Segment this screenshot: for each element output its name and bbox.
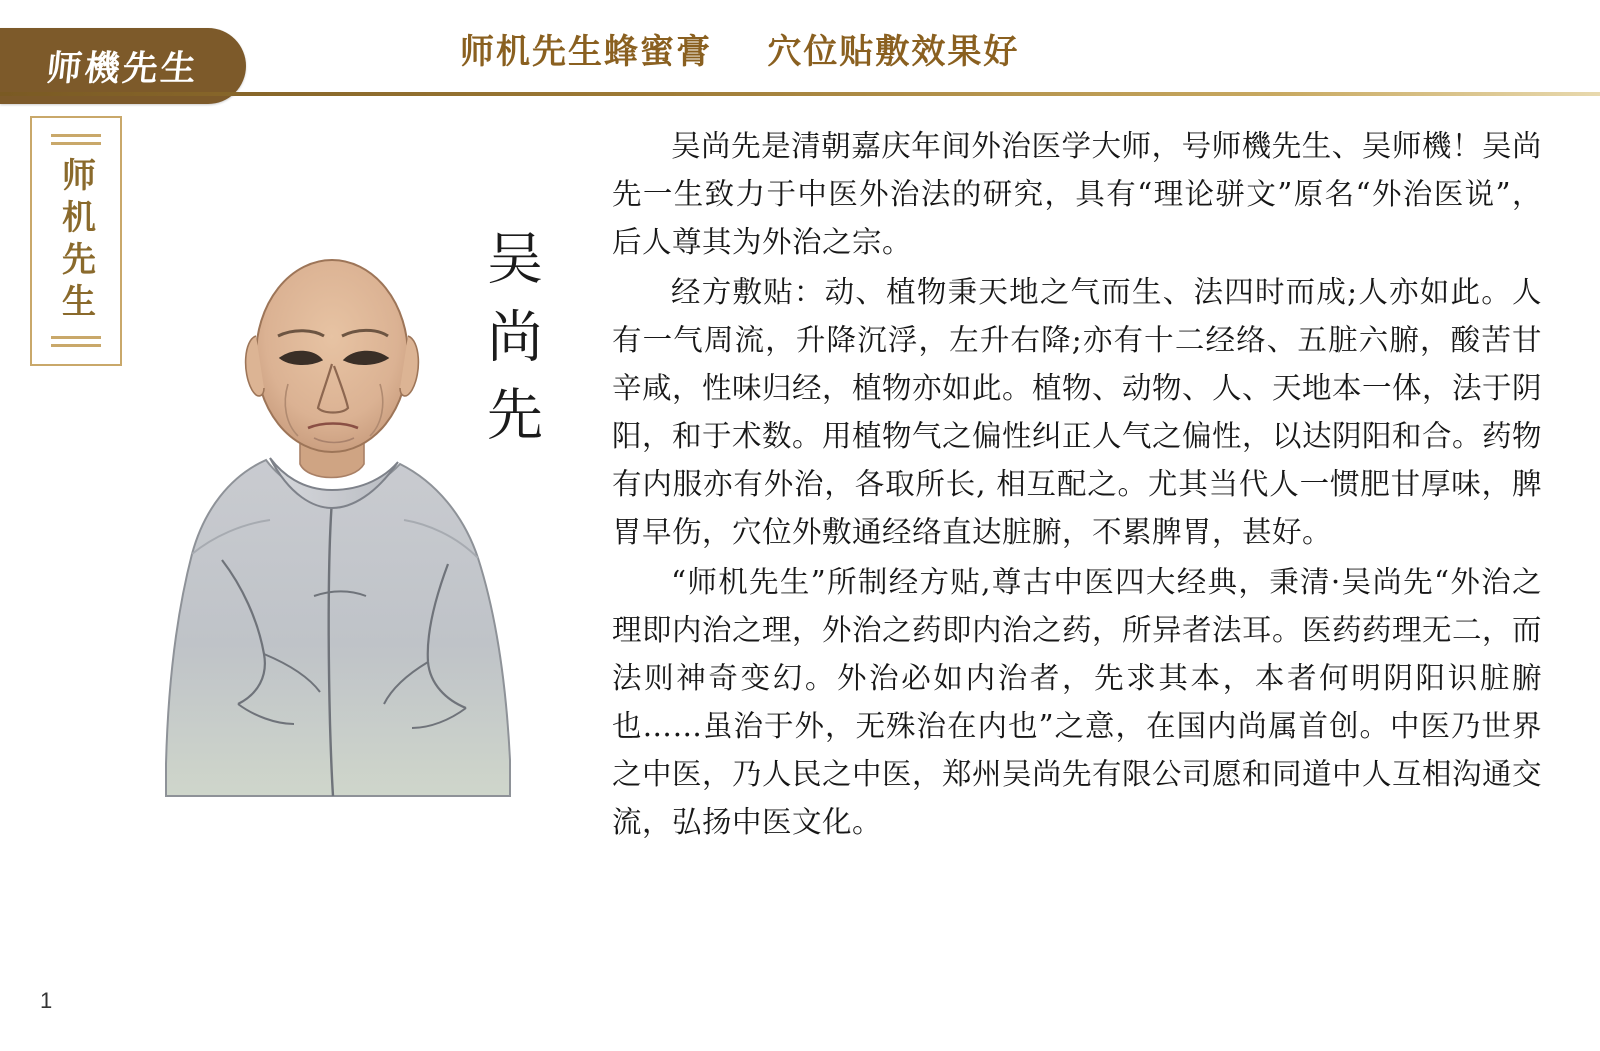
name-plaque — [30, 116, 122, 366]
paragraph-1: 吴尚先是清朝嘉庆年间外治医学大师，号师機先生、吴师機！吴尚先一生致力于中医外治法的研究，具有“理论骈文”原名“外治医说”，后人尊其为外治之宗。 — [612, 129, 1542, 259]
brand-label: 师機先生 — [44, 48, 201, 89]
plaque-label: 师机先生 — [55, 157, 96, 325]
robe-shape — [166, 460, 510, 796]
left-column — [0, 104, 600, 1051]
paragraph-2: 经方敷贴：动、植物秉天地之气而生、法四时而成;人亦如此。人有一气周流，升降沉浮，左升右降;亦有十二经络、五脏六腑，酸苦甘辛咸，性味归经，植物亦如此。植物、动物、人、天地本一体，法于阴阳，和于术数。用植物气之偏性纠正人气之偏性，以达阴阳和合。药物有内服亦有外治，各取所长, 相互配之。尤其当代人一惯肥甘厚味，脾胃早伤，穴位外敷通经络直达脏腑，不累脾胃，甚好。 — [612, 275, 1543, 549]
page-number: 1 — [40, 988, 53, 1013]
ornament-top-icon — [45, 131, 107, 149]
page-title: 师机先生蜂蜜膏 穴位贴敷效果好 — [460, 32, 1020, 72]
header-divider — [0, 92, 1600, 96]
ornament-bottom-icon — [45, 333, 107, 351]
article-body — [612, 122, 1542, 846]
portrait-caption: 吴尚先 — [478, 229, 543, 463]
paragraph-3: “师机先生”所制经方贴,尊古中医四大经典，秉清·吴尚先“外治之理即内治之理，外治之药即内治之药，所异者法耳。医药药理无二，而法则神奇变幻。外治必如内治者，先求其本，本者何明阴阳识脏腑也……虽治于外，无殊治在内也”之意，在国内尚属首创。中医乃世界之中医，乃人民之中医，郑州吴尚先有限公司愿和同道中人互相沟通交流，弘扬中医文化。 — [612, 565, 1543, 839]
page-header — [0, 0, 1600, 104]
